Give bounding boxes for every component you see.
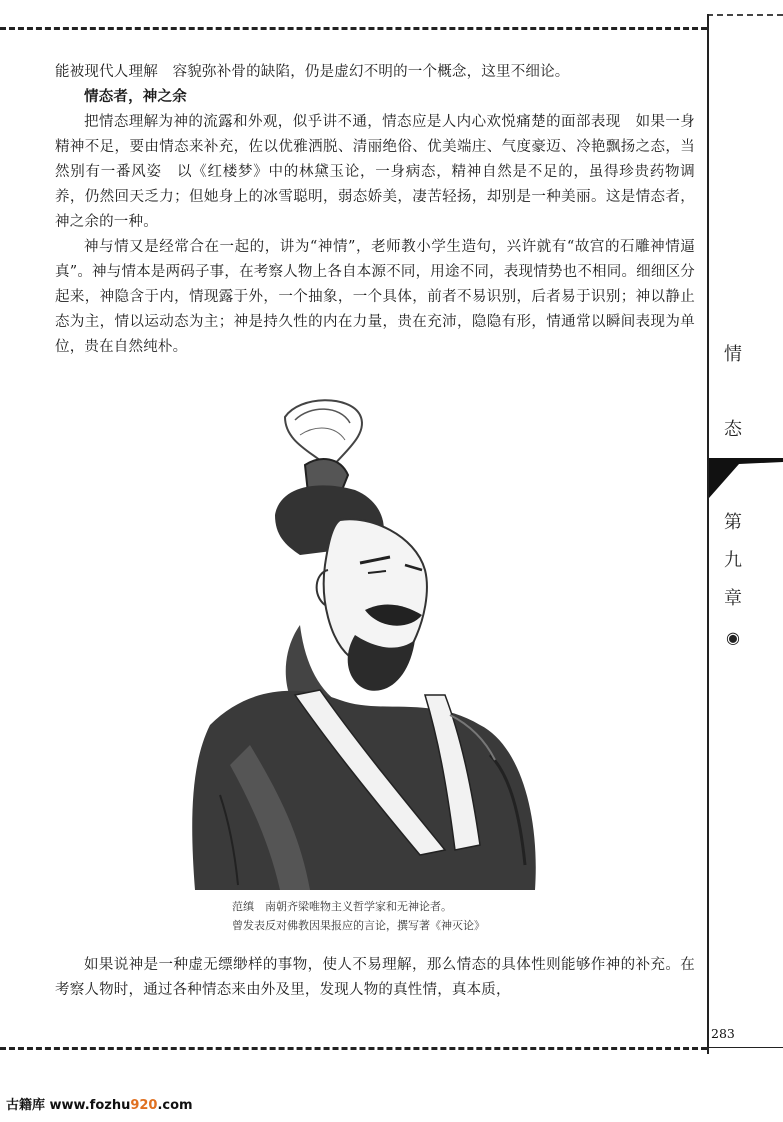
bottom-rule bbox=[0, 1047, 707, 1050]
paragraph-3: 如果说神是一种虚无缥缈样的事物，使人不易理解，那么情态的具体性则能够作神的补充。在考察人物时，通过各种情态来由外及里，发现人物的真性情，真本质， bbox=[55, 957, 695, 998]
caption-line-2: 曾发表反对佛教因果报应的言论，撰写著《神灭论》 bbox=[232, 919, 485, 932]
side-tab-char-2: 态 bbox=[724, 419, 742, 440]
paragraph-2: 神与情又是经常合在一起的，讲为“神情”，老师教小学生造句，兴许就有“故宫的石雕神情逼真”。神与情本是两码子事，在考察人物上各自本源不同，用途不同，表现情势也不相同。细细区分起来，神隐含于内，情现露于外，一个抽象，一个具体，前者不易识别，后者易于识别；神以静止态为主，情以运动态为主；神是持久性的内在力量，贵在充沛，隐隐有形，情通常以瞬间表现为单位，贵在自然纯朴。 bbox=[55, 239, 695, 355]
figure-caption bbox=[232, 897, 692, 935]
chapter-band-graphic bbox=[709, 458, 783, 498]
portrait-drawing bbox=[190, 395, 550, 890]
top-rule-right bbox=[707, 14, 783, 16]
footer-accent: 920 bbox=[130, 1098, 158, 1113]
footer-watermark bbox=[6, 1094, 193, 1113]
side-tab-char-1: 情 bbox=[724, 344, 742, 365]
side-chapter-char-3: 章 bbox=[724, 588, 742, 609]
footer-suffix: .com bbox=[157, 1098, 193, 1113]
margin-vertical-line bbox=[707, 14, 709, 1054]
page-number: 283 bbox=[711, 1026, 735, 1041]
side-chapter-char-2: 九 bbox=[724, 550, 742, 571]
section-heading: 情态者，神之余 bbox=[84, 89, 187, 105]
side-chapter-char-1: 第 bbox=[724, 512, 742, 533]
paragraph-1: 把情态理解为神的流露和外观，似乎讲不通，情态应是人内心欢悦痛楚的面部表现 如果一身精神不足，要由情态来补充，佐以优雅洒脱、清丽绝俗、优美端庄、气度豪迈、冷艳飘扬之态，当然别有一番风姿 以《红楼梦》中的林黛玉论，一身病态，精神自然是不足的，虽得珍贵药物调养，仍然回天乏力；但她身上的冰雪聪明，弱态娇美，凄苦轻扬，却别是一种美丽。这是情态者，神之余的一种。 bbox=[55, 114, 695, 230]
text-block-top bbox=[55, 60, 695, 360]
text-block-bottom bbox=[55, 953, 695, 1003]
chapter-marker-icon: ◉ bbox=[726, 628, 740, 647]
footer-prefix: 古籍库 www.fozhu bbox=[6, 1098, 131, 1113]
bottom-rule-right bbox=[709, 1047, 783, 1048]
portrait-illustration bbox=[190, 395, 550, 890]
caption-line-1: 范缜 南朝齐梁唯物主义哲学家和无神论者。 bbox=[232, 900, 452, 913]
top-rule bbox=[0, 27, 707, 30]
paragraph-intro: 能被现代人理解 容貌弥补骨的缺陷，仍是虚幻不明的一个概念，这里不细论。 bbox=[55, 64, 570, 80]
